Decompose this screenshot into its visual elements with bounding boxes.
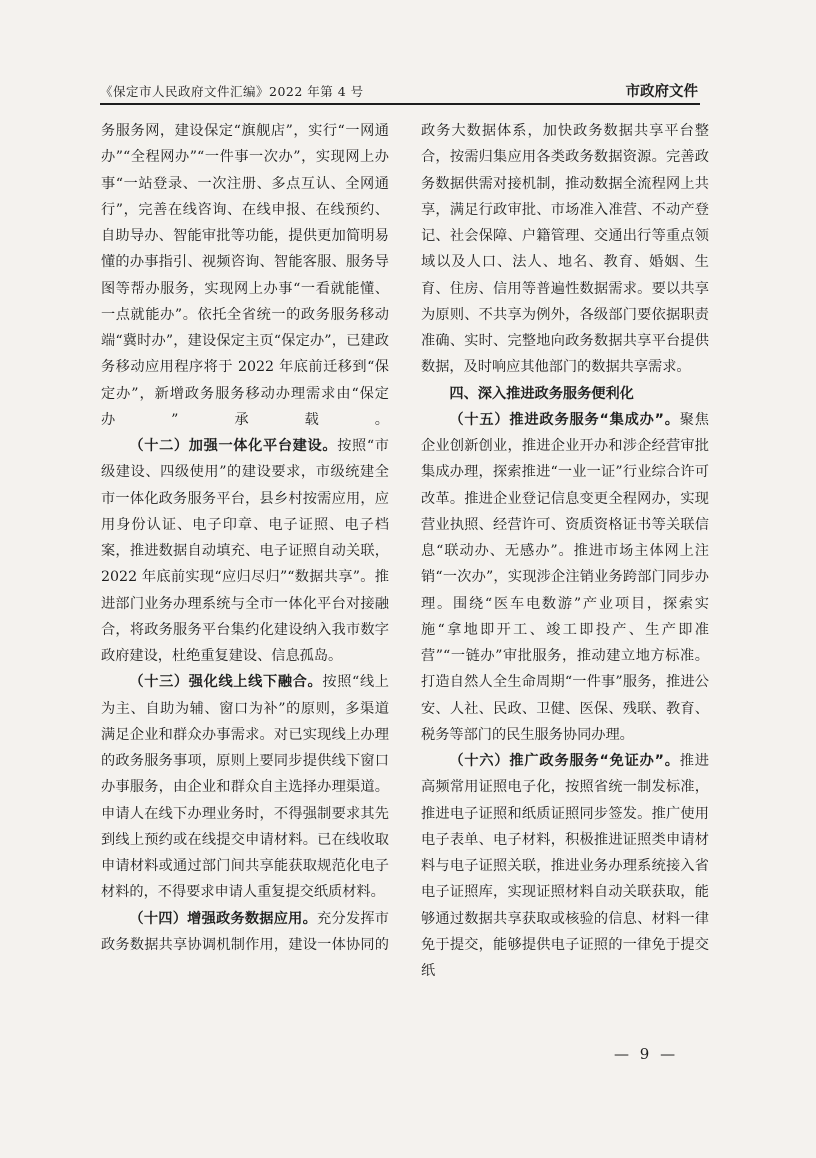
section-heading-4: 四、深入推进政务服务便利化: [449, 385, 634, 402]
paragraph-13: （十三）强化线上线下融合。按照“线上为主、自助为辅、窗口为补”的原则，多渠道满足企业和群众办事需求。对已实现线上办理的政务服务事项，原则上要同步提供线下窗口办事服务，由企业和群众自主选择办理渠道。申请人在线下办理业务时，不得强制要求其先到线上预约或在线提交申请材料。已在线收取申请材料或通过部门间共享能获取规范化电子材料的，不得要求申请人重复提交纸质材料。: [101, 674, 389, 901]
paragraph-14: （十四）增强政务数据应用。充分发挥市政务数据共享协调机制作用，建设一体协同的: [101, 910, 389, 953]
running-header: [100, 80, 698, 102]
section-lead-14: （十四）增强政务数据应用。: [129, 910, 318, 927]
right-column: [421, 118, 709, 984]
paragraph-continued-right: 政务大数据体系，加快政务数据共享平台整合，按需归集应用各类政务数据资源。完善政务数据供需对接机制，推动数据全流程网上共享，满足行政审批、市场准入准营、不动产登记、社会保障、户籍管理、交通出行等重点领域以及人口、法人、地名、教育、婚姻、生育、住房、信用等普遍性数据需求。要以共享为原则、不共享为例外，各级部门要依据职责准确、实时、完整地向政务数据共享平台提供数据，及时响应其他部门的数据共享需求。: [421, 123, 709, 376]
document-category: 市政府文件: [625, 84, 698, 100]
section-lead-13: （十三）强化线上线下融合。: [129, 674, 323, 691]
paragraph-15: （十五）推进政务服务“集成办”。聚焦企业创新创业，推进企业开办和涉企经营审批集成办理，探索推进“一业一证”行业综合许可改革。推进企业登记信息变更全程网办，实现营业执照、经营许可、资质资格证书等关联信息“联动办、无感办”。推进市场主体网上注销“一次办”，实现涉企注销业务跨部门同步办理。围绕“医车电数游”产业项目，探索实施“拿地即开工、竣工即投产、生产即准营”“一链办”审批服务，推动建立地方标准。打造自然人全生命周期“一件事”服务，推进公安、人社、民政、卫健、医保、残联、教育、税务等部门的民生服务协同办理。: [421, 411, 709, 743]
paragraph-12: （十二）加强一体化平台建设。按照“市级建设、四级使用”的建设要求，市级统建全市一体化政务服务平台，县乡村按需应用，应用身份认证、电子印章、电子证照、电子档案，推进数据自动填充、电子证照自动关联，2022 年底前实现“应归尽归”“数据共享”。推进部门业务办理系统与全市一体化平台对接融合，将政务服务平台集约化建设纳入我市数字政府建设，杜绝重复建设、信息孤岛。: [101, 438, 389, 664]
left-column: [101, 118, 389, 958]
section-lead-15: （十五）推进政务服务“集成办”。: [449, 411, 680, 428]
section-lead-12: （十二）加强一体化平台建设。: [129, 438, 338, 454]
header-rule: [100, 103, 700, 105]
page-number: — 9 —: [614, 1045, 679, 1063]
paragraph-continued: 务服务网，建设保定“旗舰店”，实行“一网通办”“全程网办”“一件事一次办”，实现网上办事“一站登录、一次注册、多点互认、全网通行”，完善在线咨询、在线申报、在线预约、自助导办、智能审批等功能，提供更加简明易懂的办事指引、视频咨询、智能客服、服务导图等帮办服务，实现网上办事“一看就能懂、一点就能办”。依托全省统一的政务服务移动端“冀时办”，建设保定主页“保定办”，已建政务移动应用程序将于 2022 年底前迁移到“保定办”，新增政务服务移动办理需求由“保定办”承载。: [101, 123, 389, 428]
paragraph-16: （十六）推广政务服务“免证办”。推进高频常用证照电子化，按照省统一制发标准，推进电子证照和纸质证照同步签发。推广使用电子表单、电子材料，积极推进证照类申请材料与电子证照关联，推进业务办理系统接入省电子证照库，实现证照材料自动关联获取，能够通过数据共享获取或核验的信息、材料一律免于提交，能够提供电子证照的一律免于提交纸: [421, 753, 709, 979]
section-lead-16: （十六）推广政务服务“免证办”。: [449, 753, 680, 769]
publication-title: 《保定市人民政府文件汇编》2022 年第 4 号: [100, 84, 364, 99]
